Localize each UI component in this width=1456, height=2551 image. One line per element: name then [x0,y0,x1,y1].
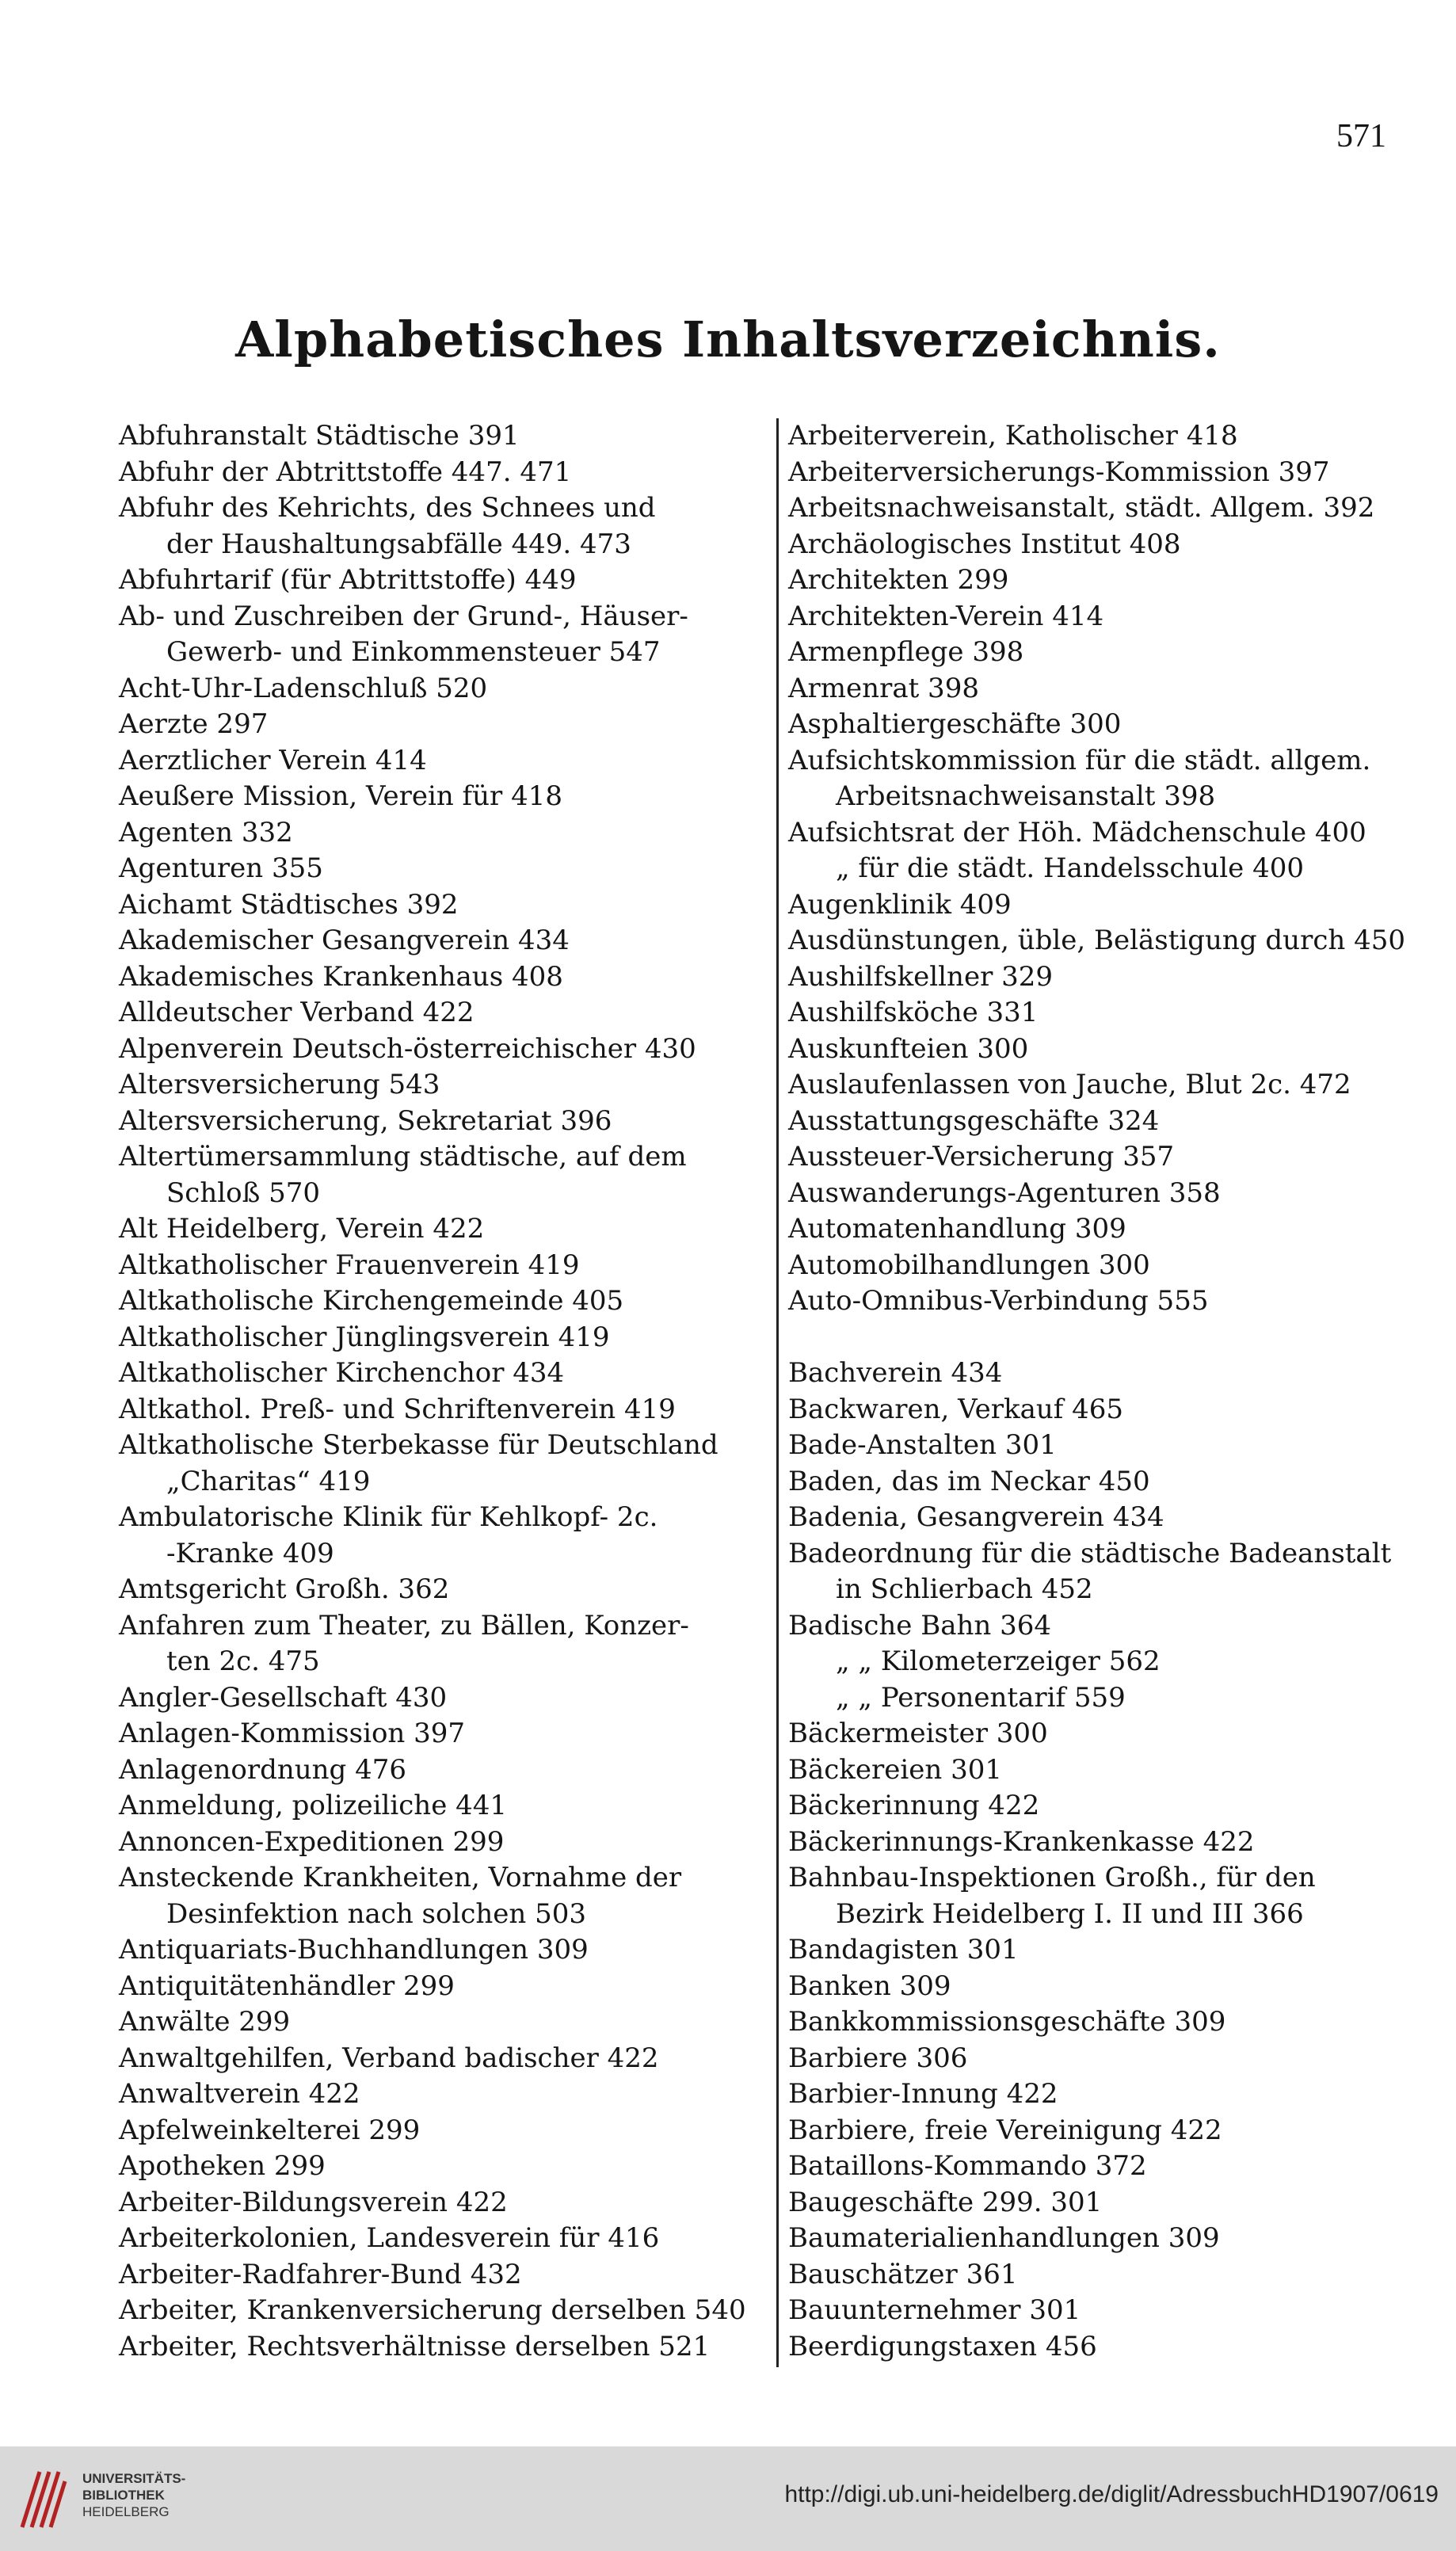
index-entry: Acht-Uhr-Ladenschluß 520 [119,672,488,704]
index-entry: Bandagisten 301 [788,1934,1019,1966]
index-entry: Bauunternehmer 301 [788,2294,1081,2326]
index-entry: Anwaltgehilfen, Verband badischer 422 [119,2042,659,2074]
index-entry: Angler-Gesellschaft 430 [119,1681,448,1714]
index-entry: -Kranke 409 [166,1537,334,1569]
index-entry: Arbeiterversicherungs-Kommission 397 [788,456,1330,488]
index-entry: Agenten 332 [119,816,293,848]
index-entry: Bankkommissionsgeschäfte 309 [788,2006,1226,2038]
index-entry: Apotheken 299 [119,2150,326,2182]
index-entry: Automatenhandlung 309 [788,1213,1126,1245]
index-entry: Alpenverein Deutsch-österreichischer 430 [119,1032,696,1065]
index-entry: Aerztlicher Verein 414 [119,744,427,776]
index-entry: Aichamt Städtisches 392 [119,888,459,921]
index-entry: Schloß 570 [166,1176,320,1209]
index-entry: Altkathol. Preß- und Schriftenverein 419 [119,1393,676,1425]
index-entry: Arbeitsnachweisanstalt 398 [836,780,1216,812]
index-entry: Barbier-Innung 422 [788,2078,1058,2110]
index-entry: in Schlierbach 452 [836,1573,1093,1605]
index-entry: Bäckerinnung 422 [788,1790,1040,1821]
index-entry: Alt Heidelberg, Verein 422 [119,1213,485,1245]
index-entry: Bezirk Heidelberg I. II und III 366 [836,1897,1304,1930]
index-columns [119,418,1446,2367]
index-entry: Arbeiter-Bildungsverein 422 [119,2186,508,2218]
page-number: 571 [1336,118,1386,154]
index-entry: Anfahren zum Theater, zu Bällen, Konzer- [119,1609,689,1642]
index-entry: Baugeschäfte 299. 301 [788,2186,1103,2218]
index-entry: Auto-Omnibus-Verbindung 555 [788,1285,1209,1317]
section-gap [788,1320,1446,1356]
index-entry: Abfuhr des Kehrichts, des Schnees und [119,492,656,524]
index-entry: Bachverein 434 [788,1357,1003,1389]
index-entry: Banken 309 [788,1969,951,2002]
index-entry: Altkatholische Kirchengemeinde 405 [119,1285,624,1317]
index-entry: Akademisches Krankenhaus 408 [119,960,563,993]
index-entry: Anwaltverein 422 [119,2078,360,2110]
index-entry: Aerzte 297 [119,708,269,740]
index-entry: Architekten-Verein 414 [788,600,1104,632]
index-entry: Bade-Anstalten 301 [788,1429,1057,1461]
index-entry: Apfelweinkelterei 299 [119,2114,421,2146]
index-entry: Aushilfskellner 329 [788,960,1054,993]
index-entry: Agenturen 355 [119,852,323,884]
index-entry: Abfuhrtarif (für Abtrittstoffe) 449 [119,564,577,596]
index-entry: Badische Bahn 364 [788,1609,1051,1642]
index-entry: Altkatholischer Kirchenchor 434 [119,1357,565,1389]
library-name-line2: BIBLIOTHEK [82,2488,165,2503]
index-entry: Altkatholische Sterbekasse für Deutschland [119,1429,718,1461]
index-entry: Amtsgericht Großh. 362 [119,1573,450,1605]
index-entry: Anmeldung, polizeiliche 441 [119,1790,508,1821]
index-entry: Desinfektion nach solchen 503 [166,1897,586,1930]
index-entry: Bahnbau-Inspektionen Großh., für den [788,1862,1316,1893]
index-entry: Arbeitsnachweisanstalt, städt. Allgem. 392 [788,492,1375,524]
index-entry: Anlagen-Kommission 397 [119,1718,466,1749]
index-entry: Antiquitätenhändler 299 [119,1969,455,2002]
index-entry: Annoncen-Expeditionen 299 [119,1825,505,1858]
index-entry: Anwälte 299 [119,2006,291,2038]
index-entry: Architekten 299 [788,564,1009,596]
index-entry: Alldeutscher Verband 422 [119,997,475,1028]
index-entry: Abfuhr der Abtrittstoffe 447. 471 [119,456,572,488]
index-entry: Ausdünstungen, üble, Belästigung durch 450 [788,925,1405,956]
index-entry: Barbiere, freie Vereinigung 422 [788,2114,1222,2146]
index-entry: Armenpflege 398 [788,636,1024,668]
index-entry: „ „ Kilometerzeiger 562 [836,1645,1161,1677]
index-entry: „ „ Personentarif 559 [836,1681,1126,1714]
index-entry: Altersversicherung 543 [119,1069,440,1100]
index-entry: Aushilfsköche 331 [788,997,1039,1028]
index-entry: Backwaren, Verkauf 465 [788,1393,1124,1425]
index-entry: „ für die städt. Handelsschule 400 [836,852,1304,884]
library-name-line1: UNIVERSITÄTS- [82,2471,186,2486]
index-entry: Badenia, Gesangverein 434 [788,1501,1164,1533]
index-entry: Arbeiter, Rechtsverhältnisse derselben 521 [119,2330,711,2362]
index-entry: Aussteuer-Versicherung 357 [788,1141,1175,1173]
index-entry: „Charitas“ 419 [166,1465,371,1497]
index-entry: Anlagenordnung 476 [119,1753,407,1786]
index-entry: Armenrat 398 [788,672,979,704]
index-entry: Aeußere Mission, Verein für 418 [119,780,562,812]
index-entry: Antiquariats-Buchhandlungen 309 [119,1934,589,1966]
page-title: Alphabetisches Inhaltsverzeichnis. [235,311,1221,368]
index-entry: Altkatholischer Frauenverein 419 [119,1249,580,1281]
index-entry: Gewerb- und Einkommensteuer 547 [166,636,661,668]
index-entry: Ansteckende Krankheiten, Vornahme der [119,1862,682,1893]
index-entry: Beerdigungstaxen 456 [788,2330,1097,2362]
index-entry: Ambulatorische Klinik für Kehlkopf- 2c. [119,1501,658,1533]
index-entry: Aufsichtsrat der Höh. Mädchenschule 400 [788,816,1366,848]
index-entry: Ab- und Zuschreiben der Grund-, Häuser- [119,600,688,632]
index-entry: Bäckereien 301 [788,1753,1002,1786]
column-divider [776,418,779,2367]
index-entry: Bäckerinnungs-Krankenkasse 422 [788,1825,1255,1858]
ub-heidelberg-logo-icon [16,2464,71,2535]
index-entry: der Haushaltungsabfälle 449. 473 [166,528,631,560]
index-entry: Auslaufenlassen von Jauche, Blut 2c. 472 [788,1069,1351,1100]
footer-bar [0,2446,1456,2551]
left-column [119,418,768,2365]
index-entry: Arbeiterverein, Katholischer 418 [788,420,1238,452]
library-name [82,2470,185,2520]
index-entry: Automobilhandlungen 300 [788,1249,1150,1281]
index-entry: Arbeiter-Radfahrer-Bund 432 [119,2258,522,2290]
index-entry: Baumaterialienhandlungen 309 [788,2222,1220,2254]
index-entry: Augenklinik 409 [788,888,1012,921]
index-entry: Badeordnung für die städtische Badeanstalt [788,1537,1392,1569]
source-url-link[interactable]: http://digi.ub.uni-heidelberg.de/diglit/AdressbuchHD1907/0619 [784,2481,1439,2507]
index-entry: Asphaltiergeschäfte 300 [788,708,1122,740]
index-entry: Altersversicherung, Sekretariat 396 [119,1104,612,1137]
index-entry: Baden, das im Neckar 450 [788,1465,1150,1497]
index-entry: Bataillons-Kommando 372 [788,2150,1147,2182]
index-entry: Auswanderungs-Agenturen 358 [788,1176,1221,1209]
index-entry: Abfuhranstalt Städtische 391 [119,420,520,452]
index-entry: Bäckermeister 300 [788,1718,1048,1749]
index-entry: Altkatholischer Jünglingsverein 419 [119,1321,610,1353]
index-entry: Arbeiter, Krankenversicherung derselben 540 [119,2294,746,2326]
library-name-line3: HEIDELBERG [82,2504,170,2519]
index-entry: ten 2c. 475 [166,1645,320,1677]
index-entry: Archäologisches Institut 408 [788,528,1181,560]
index-entry: Aufsichtskommission für die städt. allgem. [788,744,1371,776]
index-entry: Ausstattungsgeschäfte 324 [788,1104,1160,1137]
index-entry: Akademischer Gesangverein 434 [119,925,570,956]
index-entry: Barbiere 306 [788,2042,968,2074]
right-column [788,418,1446,2365]
index-entry: Altertümersammlung städtische, auf dem [119,1141,687,1173]
index-entry: Auskunfteien 300 [788,1032,1029,1065]
index-entry: Bauschätzer 361 [788,2258,1018,2290]
index-entry: Arbeiterkolonien, Landesverein für 416 [119,2222,660,2254]
